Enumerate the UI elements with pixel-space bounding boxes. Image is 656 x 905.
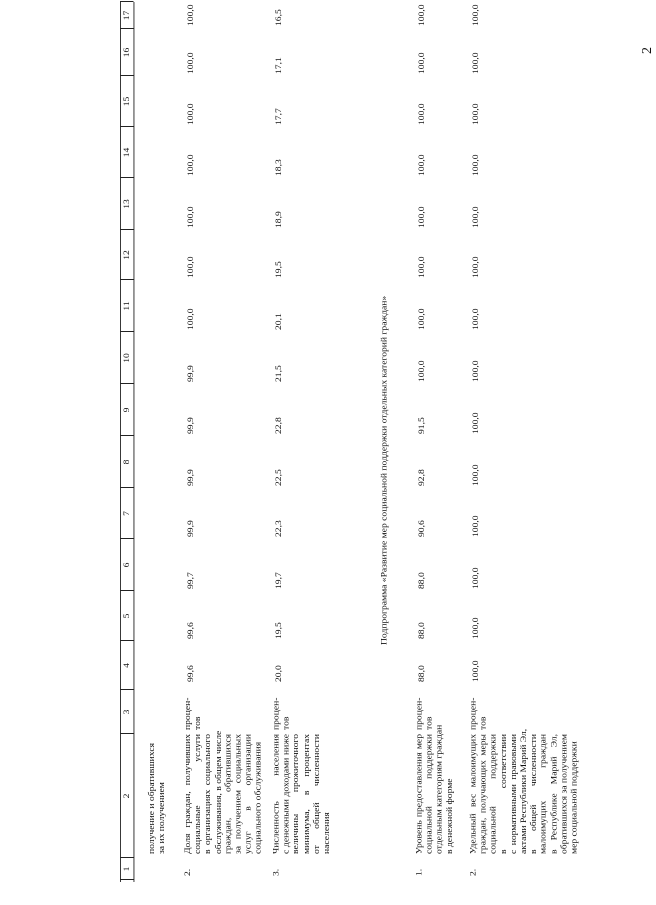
indicator-value: 100,0 — [471, 103, 481, 125]
indicator-text-line: Уровень предоставления мер — [414, 734, 425, 854]
indicator-value: 100,0 — [185, 256, 196, 278]
indicator-value: 100,0 — [471, 154, 481, 176]
indicator-value: 17,7 — [273, 108, 284, 125]
indicator-value: 22,5 — [273, 469, 284, 486]
indicator-value: 19,5 — [273, 622, 284, 639]
unit-label: тов — [193, 716, 203, 730]
indicator-text-line: социальной поддержки — [424, 734, 435, 854]
header-column-number: 1 — [121, 866, 132, 872]
indicator-value: 19,5 — [273, 261, 284, 278]
indicator-value: 100,0 — [471, 360, 481, 382]
row-number: 1. — [414, 868, 425, 876]
indicator-value: 100,0 — [471, 515, 481, 537]
indicator-value: 100,0 — [185, 52, 196, 74]
indicator-value: 99,6 — [185, 622, 196, 639]
indicator-value: 99,9 — [185, 469, 196, 486]
indicator-text-line: за получением социальных — [233, 734, 244, 854]
indicator-value: 99,9 — [185, 365, 196, 382]
indicator-text-line: социальные услуги — [193, 734, 203, 854]
row-number: 2. — [468, 868, 479, 876]
indicator-value: 19,7 — [273, 572, 284, 589]
header-column-number: 12 — [121, 250, 132, 260]
indicator-value: 18,9 — [273, 211, 284, 228]
row-number: 3. — [271, 868, 282, 876]
indicator-text-line: в денежной форме — [444, 778, 455, 854]
indicator-text-line: актами Республики Марий Эл, — [518, 728, 529, 854]
indicator-text-line: Удельный вес малоимущих — [468, 734, 479, 854]
unit-label: тов — [478, 716, 489, 730]
indicator-value: 100,0 — [471, 412, 481, 434]
indicator-text-line: Численность населения — [271, 734, 282, 854]
indicator-text-line: в организациях социального — [203, 734, 214, 854]
unit-label: тов — [281, 716, 292, 730]
indicator-value: 100,0 — [417, 103, 427, 125]
header-column-number: 17 — [121, 10, 132, 21]
indicator-text-line: получение и обратившихся — [147, 743, 157, 854]
header-column-number: 4 — [121, 663, 132, 668]
indicator-value: 100,0 — [471, 660, 481, 682]
indicator-value: 20,1 — [273, 313, 284, 330]
header-column-number: 9 — [121, 407, 132, 413]
header-column-number: 14 — [121, 147, 132, 158]
header-column-number: 15 — [121, 96, 132, 107]
indicator-value: 100,0 — [417, 360, 427, 382]
unit-label: процен- — [414, 697, 425, 730]
indicator-value: 100,0 — [417, 206, 427, 228]
indicator-value: 100,0 — [185, 103, 196, 125]
indicator-text-line: мер социальной поддержки — [569, 741, 579, 854]
unit-label: процен- — [271, 697, 282, 730]
page-number: 2 — [640, 47, 655, 54]
header-column-number: 2 — [121, 793, 132, 799]
indicator-text-line: величины прожиточного — [291, 734, 302, 854]
indicator-text-line: с нормативными правовыми — [508, 734, 519, 854]
indicator-value: 100,0 — [471, 4, 481, 26]
indicator-text-line: населения — [321, 812, 332, 854]
indicator-value: 100,0 — [471, 617, 481, 639]
indicator-value: 100,0 — [471, 52, 481, 74]
indicator-value: 91,5 — [417, 417, 427, 434]
indicator-value: 22,3 — [273, 520, 284, 537]
indicator-value: 99,6 — [185, 665, 196, 682]
indicator-value: 100,0 — [185, 4, 196, 26]
indicator-text-line: граждан, получающих меры — [478, 734, 489, 854]
indicator-value: 99,9 — [185, 520, 196, 537]
indicator-value: 100,0 — [471, 308, 481, 330]
indicator-text-line: с денежными доходами ниже — [281, 734, 292, 854]
header-column-number: 3 — [121, 709, 132, 715]
indicator-value: 99,9 — [185, 417, 196, 434]
indicator-value: 92,8 — [417, 469, 427, 486]
indicator-text-line: минимума, в процентах — [301, 734, 312, 854]
header-column-number: 10 — [121, 353, 132, 363]
indicator-text-line: от общей численности — [311, 734, 322, 854]
indicator-text-line: малоимущих граждан — [538, 734, 549, 854]
indicator-value: 21,5 — [273, 365, 284, 382]
indicator-value: 100,0 — [471, 206, 481, 228]
indicator-value: 100,0 — [185, 154, 196, 176]
indicator-value: 88,0 — [417, 665, 427, 682]
indicator-value: 100,0 — [185, 308, 196, 330]
indicator-value: 99,7 — [185, 572, 196, 589]
indicator-value: 100,0 — [417, 154, 427, 176]
indicator-value: 100,0 — [417, 256, 427, 278]
header-column-number: 11 — [121, 301, 132, 311]
header-column-number: 16 — [121, 47, 132, 58]
indicator-value: 100,0 — [471, 464, 481, 486]
row-number: 2. — [183, 868, 193, 876]
header-column-number: 5 — [121, 613, 132, 619]
header-top-line — [120, 2, 121, 882]
unit-label: процен- — [183, 697, 193, 730]
indicator-text-line: в Республике Марий Эл, — [548, 734, 559, 854]
indicator-text-line: социальной поддержки — [488, 734, 499, 854]
indicator-text-line: обратившихся за получением — [559, 734, 569, 854]
indicator-value: 17,1 — [273, 57, 284, 74]
indicator-value: 100,0 — [471, 256, 481, 278]
header-column-number: 7 — [121, 511, 132, 516]
indicator-text-line: за их получением — [157, 782, 167, 854]
indicator-value: 88,0 — [417, 622, 427, 639]
indicator-value: 88,0 — [417, 572, 427, 589]
indicator-text-line: Доля граждан, получивших — [183, 734, 193, 854]
indicator-value: 100,0 — [471, 567, 481, 589]
header-column-number: 6 — [121, 562, 132, 568]
header-bottom-line — [134, 2, 135, 882]
indicator-table — [120, 2, 584, 882]
indicator-value: 100,0 — [185, 206, 196, 228]
indicator-value: 100,0 — [417, 4, 427, 26]
subprogram-title: Подпрограмма «Развитие мер социальной поддержки отдельных категорий граждан» — [379, 295, 390, 645]
indicator-value: 100,0 — [417, 52, 427, 74]
indicator-text-line: отдельным категориям граждан — [434, 724, 445, 854]
header-column-number: 13 — [121, 199, 132, 209]
header-column-number: 8 — [121, 459, 132, 465]
indicator-text-line: обслуживания, в общем числе — [213, 730, 224, 854]
indicator-value: 90,6 — [417, 520, 427, 537]
unit-label: тов — [424, 716, 435, 730]
indicator-text-line: граждан, обратившихся — [223, 734, 234, 854]
indicator-value: 16,5 — [273, 9, 284, 26]
indicator-text-line: социального обслуживания — [253, 741, 264, 854]
indicator-text-line: в общей численности — [528, 734, 539, 854]
unit-label: процен- — [468, 697, 479, 730]
indicator-value: 100,0 — [417, 308, 427, 330]
indicator-text-line: услуг в организации — [243, 734, 254, 854]
indicator-value: 22,8 — [273, 417, 284, 434]
indicator-value: 20,0 — [273, 665, 284, 682]
indicator-text-line: в соответствии — [498, 734, 509, 854]
indicator-value: 18,3 — [273, 159, 284, 176]
